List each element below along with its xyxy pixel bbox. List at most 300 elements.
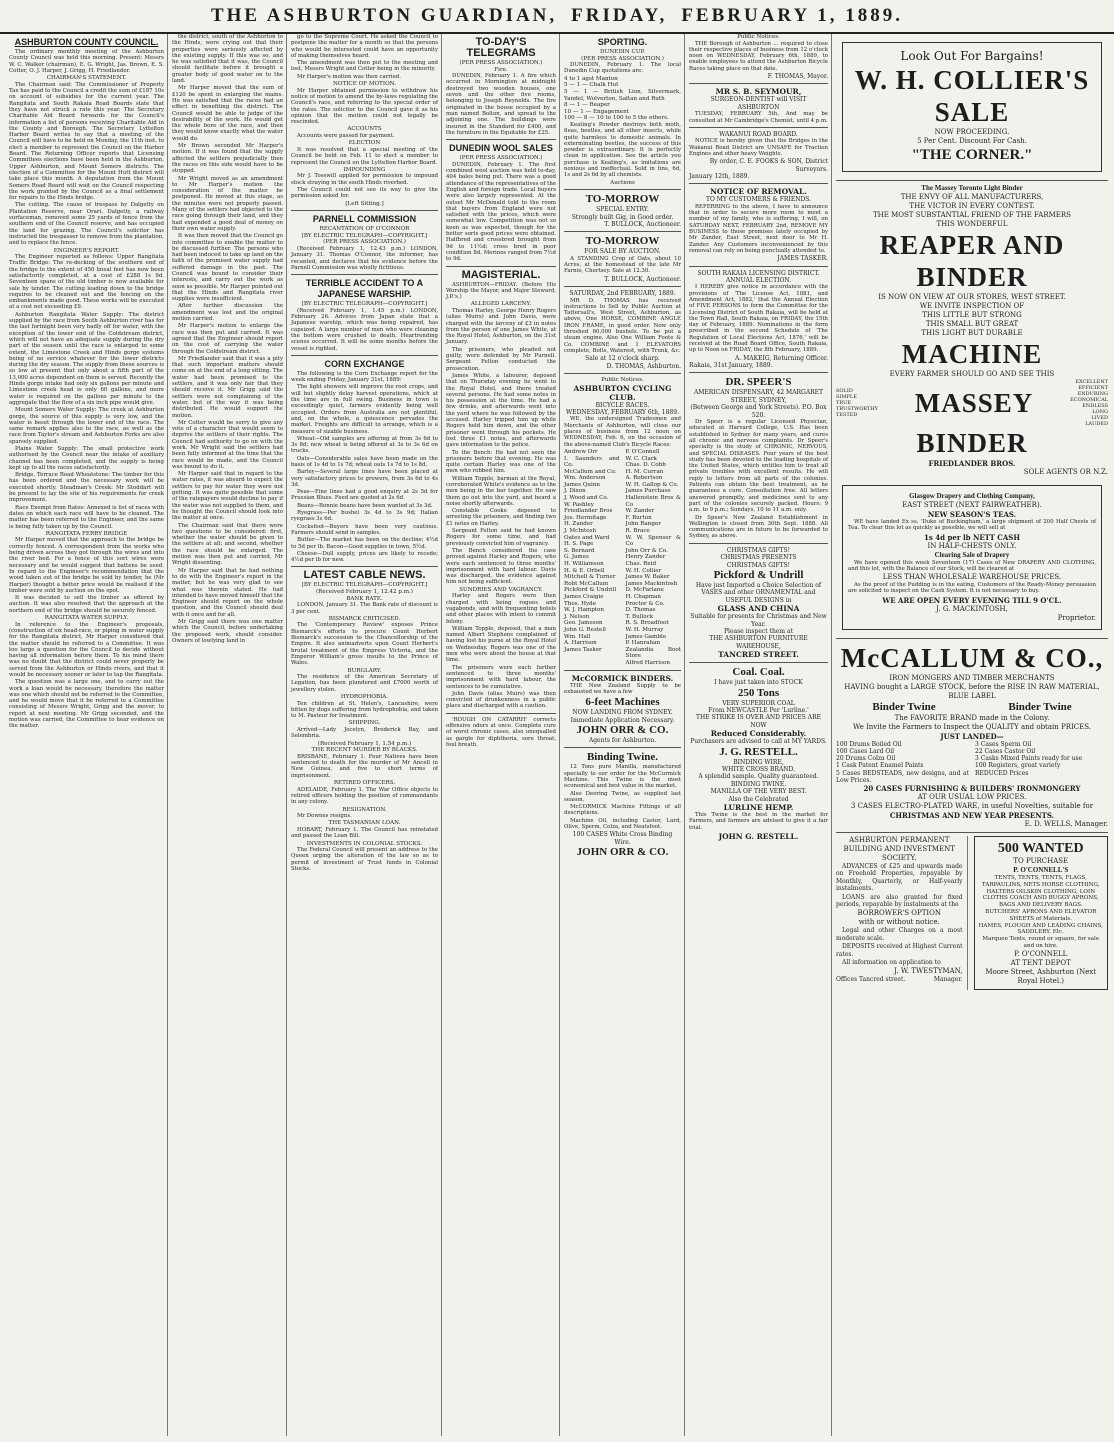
- ad-line: NOW PROCEEDING.: [934, 128, 1010, 136]
- ad-line: The FAVORITE BRAND made in the Colony.: [894, 713, 1050, 722]
- ad-paragraph: As the proof of the Pudding is in the eating, Customers of the Ready-Money persuasion are solicited to inspect on the Cash System. It is not necessary to buy.: [848, 582, 1096, 595]
- public-notices-label: Public Notices.: [601, 377, 644, 384]
- massey-word: LAUDED: [1085, 421, 1108, 427]
- ad-line: Reduced Considerably.: [710, 729, 807, 739]
- divider: [564, 747, 681, 748]
- massey-word: TRUE: [836, 400, 851, 406]
- tradesman-name: W. Zander: [625, 508, 655, 515]
- ad-line: WHITE CROSS BRAND.: [721, 766, 796, 774]
- ad-line: VERY SUPERIOR COAL: [722, 699, 795, 707]
- tradesman-name: A. Robertson: [625, 475, 663, 482]
- article-paragraph: Mr Brown seconded Mr Harper's motion. If it was found that the supply affected the settlers prejudicially then the races on this side would have to be stopped.: [172, 143, 283, 175]
- section-subheading: THE RECENT MURDER BY BLACKS.: [311, 747, 418, 754]
- article-paragraph: Beans—Bonnie beans have been wanted at 3s 3d.: [297, 502, 433, 509]
- advertisement-text: 'ROUGH ON CATARRH' corrects offensive odors at once. Complete cure of worst chronic cases, also unequalled as gargle for diphtheria, sore throat, foul breath.: [446, 716, 556, 748]
- section-subheading: SUNDRIES AND VAGRANCY.: [459, 586, 543, 593]
- article-paragraph: Mr Harper said that he had nothing to do with the Engineer's report in the matter, but he was very glad to see what was therein stated. He had intended to have moved himself that the Engineer should report on the whole question, and the Council should deal with it once and for all.: [172, 567, 283, 618]
- binder-twine-left: Binder Twine: [872, 700, 936, 713]
- tradesman-name: Oates and Ward: [564, 534, 610, 541]
- massey-word: SIMPLE: [836, 394, 857, 400]
- article-paragraph: The cutting. The cause of trespass by Dalgetty on Plantation Reserve, near Orari. Dalgetty, a railway surfaceman, removed some 25 yards of fence from the southern end of the Council reserve, and has occupied the land for grazing. The Council's solicitor has instructed the trespasser to remove from the plantation, and to replace the fence.: [9, 202, 164, 247]
- article-paragraph: The light showers will improve the root crops, and will but slightly delay harvest operations, which at the time are in full swing. Business in town is exceedingly quiet, farmers evidently being well occupied. Orders from Australia are not plentiful, and, on the whole, a quiescence pervades the market. Freights are difficult to arrange, which is a measure of sizable business.: [291, 384, 438, 435]
- massey-word: EFFICIENT: [1078, 385, 1108, 391]
- masthead: [0, 0, 1114, 34]
- article-paragraph: Mr J. Tosswill applied for permission to impound stock straying in the south Hinds riverbed.: [291, 173, 438, 186]
- notice-text: Dr Speer's New Zealand Establishment in Wellington is closed from 30th Sept. 1888. All communications are in future to be forwarded to Sydney, as above.: [689, 514, 828, 540]
- reaper-binder: REAPER AND BINDER: [879, 230, 1065, 292]
- section-subheading: RANGITATA WATER SUPPLY.: [44, 615, 129, 622]
- tradesman-name: James W. Baker: [625, 574, 670, 581]
- article-paragraph: Peas—Fine lines had a good enquiry at 2s 5d for Prussian Blues. Feed are quoted at 2s 6d.: [291, 489, 438, 502]
- ad-paragraph: LOANS are also granted for fixed periods, repayable by instalments at the: [836, 893, 963, 909]
- tradesman-name: W. C. Clark: [625, 455, 657, 462]
- article-paragraph: Mr Grigg said there was one matter which the Council, before undertaking the proposed work, should consider. Owners of lowlying land in: [172, 619, 283, 644]
- tradesman-name: James Tasker: [564, 646, 602, 653]
- article-paragraph: The question was a large one, and to carry out the work a loan would be necessary, therefore the matter was one which should not be referred to the Committee, and he would move that it be referred to a Committee consisting of Messrs Wright, Grigg and the mover, to report at next meeting. Mr Grigg seconded, and the motion was carried, the Committee to hear evidence on the matter.: [9, 679, 164, 730]
- ad-signature: J. G. MACKINTOSH,: [936, 604, 1008, 613]
- article-paragraph: Cocksfoot—Buyers have been very cautious. Farmers should send in samples.: [291, 523, 438, 536]
- article-paragraph: To the Bench: He had not seen the prisoners before that evening. He was quite certain Harley was one of the men who robbed him.: [446, 449, 556, 475]
- ad-line: LESS THAN WHOLESALE WAREHOUSE PRICES.: [882, 573, 1062, 582]
- received-time: (Received February 1, 1.54 p.m.): [317, 740, 412, 747]
- divider: [689, 183, 828, 184]
- tradesman-name: Chas. Reid: [625, 561, 657, 567]
- section-subheading: IMPOUNDING: [343, 166, 386, 173]
- article-paragraph: Bridge, Terrace Road Wheatstone: The timber for this has been ordered and the necessary work will be executed shortly. Steadman's Creek: Mr Stoddart will be present to lay the site of his requirements for creek improvement.: [9, 472, 164, 504]
- divider: [446, 139, 556, 140]
- wanted-heading: 500 WANTED: [997, 841, 1084, 856]
- section-subheading: HYDROPHOBIA.: [340, 693, 389, 700]
- tradesmen-column-right: [626, 449, 682, 667]
- telegraph-credit: [BY ELECTRIC TELEGRAPH—COPYRIGHT.]: [301, 582, 428, 589]
- restell-heading: J. G. RESTELL.: [719, 745, 798, 758]
- column-council-continued: [169, 34, 287, 1436]
- divider: [689, 266, 828, 267]
- article-paragraph: BRISBANE, February 1. Four Natives have been sentenced to death for the murder of Mr Ancell in New Guinea, and five to short terms of imprisonment.: [291, 753, 438, 779]
- article-paragraph: The prisoners, who pleaded not guilty, were defended by Mr Purnell. Sergeant Felton conducted the prosecution.: [446, 346, 556, 372]
- ad-line: THE ENVY OF ALL MANUFACTURERS,: [900, 193, 1044, 201]
- article-paragraph: Mr Cotter would be sorry to give any vote of a character that would seem to deprive the settlers of their rights. The Council had authority to go on with the work. Mr Wright said the settlers had been fully informed at the time that the race would be made, and the Council was bound to do it.: [172, 419, 283, 470]
- glasgow-drapery-ad: [842, 485, 1102, 630]
- ad-line: CHRISTMAS AND NEW YEAR PRESENTS.: [889, 811, 1055, 820]
- tradesman-name: Wm. Hall: [564, 633, 591, 640]
- column-telegrams: [443, 34, 560, 1436]
- article-paragraph: John Davis (alias Muirs) was then convicted of drunkenness in a public place and discharged with a caution.: [446, 690, 556, 710]
- press-credit: (PER PRESS ASSOCIATION.): [581, 55, 664, 62]
- article-paragraph: Mr Harper's motion to enlarge the race was then put and carried. It was agreed that the Engineer should report on the cost of carrying the water through the Coldstream district.: [172, 323, 283, 355]
- ad-line: WEDNESDAY, FEBRUARY 6th, 1889.: [566, 409, 679, 417]
- ad-line: SATURDAY, 2nd FEBRUARY, 1889.: [569, 290, 676, 298]
- tradesman-name: Andrew Orr: [564, 448, 598, 455]
- ad-line: Agents for Ashburton.: [588, 736, 657, 744]
- section-subheading: INVESTMENTS IN COLONIAL STOCKS.: [306, 840, 423, 847]
- notice-text: NOTICE is hereby given that the Bridges in the Wakanui Road District are UNSAFE for Traction Engines and other heavy Weights.: [689, 138, 828, 157]
- tradesman-name: McCallum and Co.: [564, 468, 617, 475]
- press-credit: (PER PRESS ASSOCIATION.): [459, 155, 543, 162]
- ad-line: NOW LANDING FROM SYDNEY.: [572, 709, 673, 717]
- the-corner: "THE CORNER.": [911, 147, 1033, 163]
- article-paragraph: Mr Downes resigns.: [297, 813, 352, 820]
- section-subheading: ENGINEER'S REPORT.: [53, 247, 120, 254]
- tradesman-name: W. H. Gallop & Co.: [625, 481, 679, 488]
- tradesman-name: R. S. Broadfoot: [625, 620, 669, 627]
- oconnell-ad: [974, 836, 1109, 990]
- massey-banner: [836, 379, 1108, 427]
- ad-line: Manager.: [933, 976, 963, 984]
- ad-paragraph: We have opened this week Seventeen (17) Cases of New DRAPERY AND CLOTHING, and this lot, with the Balance of our Stock, will be cleared at: [848, 559, 1096, 572]
- divider: [291, 355, 438, 356]
- ad-line: NEW SEASON'S TEAS.: [927, 510, 1017, 519]
- ad-line: Also the Celebrated: [728, 795, 789, 803]
- article-paragraph: The Bench considered the case proved against Harley and Rogers, who were each sentenced to three months' imprisonment with hard labour. Davis was discharged, the evidence against him not being sufficient.: [446, 547, 556, 586]
- tradesman-name: H. S. Page: [564, 541, 594, 548]
- ad-line: 1s 4d per lb NETT CASH: [924, 532, 1020, 542]
- massey-word: ENDURING: [1077, 391, 1108, 397]
- ad-signature: By order, C. E. FOOKS & SON, District Surveyors.: [709, 158, 828, 173]
- ad-line: From NEWCASTLE Per 'Lurline.': [708, 707, 809, 715]
- advertisement-text: Machine Oil, including Castor, Lard, Olive, Sperm, Colza, and Neatsfoot.: [564, 817, 681, 830]
- tradesman-name: James Gamble: [625, 633, 667, 640]
- ad-line: SOLE AGENTS OR N.Z.: [1023, 468, 1108, 476]
- christmas-line: CHRISTMAS PRESENTS: [720, 554, 797, 562]
- ad-line: 3 CASES ELECTRO-PLATED WARE, in useful Novelties, suitable for: [850, 802, 1094, 810]
- tradesman-name: I. Saunders and Co.: [564, 455, 620, 469]
- landed-item: 3 Cases Sperm Oil: [975, 740, 1032, 748]
- tradesman-name: H. Chapman: [625, 593, 661, 600]
- massey-words-right: [1070, 379, 1108, 427]
- parnell-heading: PARNELL COMMISSION: [312, 214, 417, 225]
- section-subheading: BURGLARY.: [347, 667, 382, 674]
- telegraph-credit: [BY ELECTRIC TELEGRAPH—COPYRIGHT.]: [301, 232, 428, 239]
- ad-signature: A. MAKEIG, Returning Officer.: [735, 354, 828, 362]
- coal-heading: Coal. Coal.: [732, 666, 785, 679]
- article-paragraph: (Received February 1, 12.43 p.m.) LONDON, January 31. Thomas O'Connor, the informer, has recanted, and declares that his evidence before the Parnell Commission was wholly fictitious.: [291, 245, 438, 271]
- article-paragraph: DUNEDIN, February 1. The local Dunedin Cup quotations are:: [564, 62, 681, 75]
- advertisement-text: THE New Zealand Supply to be exhausted we have a few: [564, 682, 681, 695]
- ad-signature: P. O'CONNELL: [1014, 949, 1068, 958]
- corn-exchange-heading: CORN EXCHANGE: [324, 358, 405, 369]
- article-paragraph: Cheese—Dull supply, prices are likely to recede; 4½d per lb for new.: [291, 550, 438, 564]
- ad-paragraph: DEPOSITS received at Highest Current rates.: [836, 943, 963, 958]
- ad-line: Please inspect them at: [724, 628, 793, 635]
- ad-line: Strongly built Gig, in Good order.: [571, 213, 674, 221]
- ad-line: THE VICTOR IN EVERY CONTEST.: [909, 202, 1035, 210]
- tradesman-name: R. Brace: [625, 528, 650, 535]
- article-paragraph: Oats—Considerable sales have been made on the basis of 1s 4d to 1s 7d; wheat oats 1s 7d to 1s 8d.: [291, 455, 438, 468]
- tradesman-name: P. O'Connell: [625, 448, 660, 455]
- article-paragraph: Mr Wright moved as an amendment to Mr Harper's motion the consideration of the matter be postponed. He moved at this stage, as the minutes were not properly passed. Many of the settlers had objected to the race going through their land, and they had expended a good deal of money on their own water supply.: [172, 175, 283, 232]
- massey-word: SOLID: [836, 388, 853, 394]
- tradesmen-list: [564, 449, 681, 667]
- article-paragraph: Sergeant Felton said he had known Rogers for some time, and had previously convicted him of vagrancy.: [446, 528, 556, 547]
- massey-word: ENDLESS: [1082, 403, 1108, 409]
- tradesman-name: W. W. Spenser & Co: [625, 534, 681, 548]
- licensing-heading: SOUTH RAKAIA LICENSING DISTRICT.: [697, 269, 820, 277]
- article-paragraph: The ordinary monthly meeting of the Ashburton County Council was held this morning. Present: Messrs W. C. Walker (chairman), E. G. Wright, Jas. Brown, E. S. Cotter, O. J. Harper, J. Grigg, H. Friedlander.: [9, 49, 164, 74]
- dr-speer-heading: DR. SPEER'S: [725, 376, 792, 389]
- ad-line: TO PURCHASE: [1013, 857, 1069, 865]
- landed-item: 100 Cases Lard Oil: [836, 747, 895, 755]
- tradesman-name: W. H. Murray: [625, 626, 664, 633]
- ad-line: BINDING WIRE,: [733, 758, 784, 766]
- ad-line: BICYCLE RACES.: [595, 401, 650, 409]
- tradesman-name: Pickford & Undrill: [564, 587, 617, 594]
- tradesman-name: A. Harrison: [564, 640, 597, 647]
- notice-text: TUESDAY, FEBRUARY 5th, And may be consulted at Mr Cambridge's Chemist, until 4 p.m.: [689, 111, 828, 124]
- just-landed-list: [836, 741, 1108, 784]
- divider: [564, 189, 681, 190]
- ad-line: THIS LIGHT BUT DURABLE: [921, 329, 1023, 337]
- masthead-date: FEBRUARY 1, 1889.: [681, 5, 903, 26]
- ad-line: BUTCHERS' APRONS AND ELEVATOR SHEETS of Materials.: [985, 908, 1097, 922]
- tradesman-name: H. & E. Orbell: [564, 567, 605, 574]
- article-paragraph: The Federal Council will present an address to the Queen urging the alteration of the law so as to permit of investment of Trust funds in Colonial Stocks.: [291, 847, 438, 873]
- article-paragraph: Race Exempt from Rates: Annexed is list of races with dates on which each race will have to be cleaned. The matter has been referred to the Engineer, and the same is being fully taken up by the Council.: [9, 504, 164, 530]
- collier-sale: W. H. COLLIER'S SALE: [854, 65, 1090, 127]
- building-society-ad: [836, 836, 968, 990]
- left-sitting: [Left Sitting.]: [345, 200, 384, 207]
- tradesman-name: Robt McCallum: [564, 580, 609, 587]
- tomorrow-heading: TO-MORROW: [585, 235, 660, 248]
- advertisement-text: Keating's Powder destroys both moth, fleas, beetles, and all other insects, while quite harmless to domestic animals. In exterminating beetles, the success of this powder is extraordinary. It is perfectly clean in application. See the article you purchase is Keating's, as imitations are noxious and ineffectual. Sold in tins, 6d, 1s and 2s 6d by all chemists.: [564, 121, 681, 179]
- ad-line: BINDING TWINE.: [730, 780, 787, 788]
- article-paragraph: William Topple, barman at the Royal, corroborated White's evidence as to the men being in the bar together. He saw them go out into the yard, and heard a noise shortly afterwards.: [446, 475, 556, 507]
- divider: [564, 670, 681, 671]
- tradesman-name: James Purchase: [625, 488, 671, 495]
- massey-word: TESTED: [836, 412, 858, 418]
- divider: [689, 662, 828, 663]
- article-paragraph: Ashburton Rangitata Water Supply: The district supplied by the race from South Ashburton river has for the last fortnight been very badly off for water, with the exception of the lower end of the Coldstream district, which will not have an adequate supply during the dry part of the season until the race is enlarged to some extent, the Limestone Creek and Hinds gorge systems being of no service whatever for the lower districts during the dry season. The supply from these sources is so low at present that only about a fifth part of the 13,000 acres dependent on them is served. Recently the Hinds gorge intake had only six gallons per minute and Limestone creek head is only 60 gallons, and more water is required on the gallons per minute to the aggregate that the flow of a six inch pipe would give.: [9, 311, 164, 406]
- tradesman-name: Chas. D. Cobb: [625, 462, 666, 469]
- divider: [564, 286, 681, 287]
- article-paragraph: Mr Harper moved that the approach to the bridge be correctly fenced. A correspondent from the works who being driven across they got through the wires and into the river bed. For a fence of this sort wires were necessary and he would suggest that battens be used. In regard to the Engineer's recommendation that the wood taken out of the bridge be sold by tender, he (Mr Harper) thought a better price would be realised if the timber were sold by auction on the spot.: [9, 537, 164, 594]
- john-orr-heading: JOHN ORR & CO.: [576, 723, 669, 736]
- article-paragraph: ASHBURTON—FRIDAY. (Before His Worship the Mayor, and Major Steward, J.P.'s.): [446, 281, 556, 301]
- divider: [689, 372, 828, 373]
- ad-date: January 12th, 1889.: [689, 173, 750, 180]
- advertisement-text: 12 Tons pure Manilla, manufactured specially to our order for the McCormick Machine. This Twine is the most economical and best value in the market.: [564, 764, 681, 790]
- ad-line: LURLINE HEMP.: [723, 803, 794, 813]
- ad-line: THIS LITTLE BUT STRONG: [922, 311, 1022, 319]
- tradesman-name: Thos. Hyde: [564, 600, 597, 607]
- article-paragraph: DUNEDIN, February 1. The first combined wool auction was held to-day, 404 bales being put. There was a good attendance of the representatives of the English and foreign trade. Local buyers were also largely represented. At the outset Mr McDonald told to the room that buyers from England were not satisfied with the prices, which were somewhat low. Competition was not so keen as was expected, though for the better sorts good prices were obtained. Halfbred and crossbred brought from 9d to 11½d; cross bred in poor condition 8d. Merinos ranged from 7½d to 9d.: [446, 161, 556, 263]
- tradesman-name: F. Burton: [625, 514, 652, 521]
- binder-word: BINDER: [916, 428, 1028, 458]
- ad-line: A splendid sample. Quality guaranteed.: [698, 773, 819, 781]
- ad-line: VASES and other ORNAMENTAL and: [701, 589, 816, 597]
- wool-sales-heading: DUNEDIN WOOL SALES: [449, 143, 553, 154]
- article-paragraph: go to the Supreme Court. He asked the Council to postpone the matter for a month so that the persons who would be interested could have an opportunity of making themselves heard.: [291, 34, 438, 59]
- column-county-council: [6, 34, 168, 1436]
- odds-line: 100 — 8 — 10 to 100 to 5 the others.: [564, 115, 669, 122]
- landed-item: 1 Cask Patent Enamel Paints: [836, 762, 924, 770]
- article-paragraph: Mr Friedlander said that it was a pity that such important matters should come on at the end of a long sitting. The water had been promised to the settlers, and it was only fair that they should receive it. Mr Grigg said the settlers were not complaining of the water, but of the way it was being distributed. He would support the motion.: [172, 355, 283, 419]
- tradesman-name: S. Bernard: [564, 547, 595, 554]
- advertisement-text: WE, the undersigned Tradesmen and Merchants of Ashburton, will close our places of business from 12 noon on WEDNESDAY, Feb. 6, on the occasion of the above-named Club's Bicycle Races:: [564, 416, 681, 448]
- landed-item: 100 Registers, great variety: [975, 762, 1061, 770]
- tradesman-name: D. McFarlane: [625, 587, 664, 594]
- tradesman-name: W. J. Hampton: [564, 607, 605, 614]
- section-subheading: THE TASMANIAN LOAN.: [328, 820, 401, 827]
- friedlander-signature: FRIEDLANDER BROS.: [928, 459, 1016, 468]
- notice-text: REFERRING to the above, I have to announce that in order to secure more room to meet a number of my family, who is suffering, I will, on SATURDAY NEXT, FEBRUARY 2nd, REMOVE MY BUSINESS to those premises lately occupied by Mr Zander, East Street, next door to Mr H. Zander. Any Customers inconvenienced by this removal can rely on being punctually attended to.: [689, 203, 828, 254]
- ad-line: with or without notice.: [858, 918, 940, 927]
- tradesman-name: John Ranger: [625, 521, 661, 528]
- tradesman-name: P. Hanrahan: [625, 640, 661, 647]
- article-paragraph: The Engineer reported as follows: Upper Rangitata Traffic Bridge: The re-decking of the southern end of the bridge to the extent of 450 lineal feet has now been satisfactorily completed, at a cost of £288 1s 9d. Seventeen spans of the old timber is now available for sale by tender. The cutting leading down to the bridge requires to be cleaned out and the fencing on the embankments made good. These works will be executed at a cost not exceeding £9.: [9, 254, 164, 311]
- tradesman-name: Friedlander Bros: [564, 508, 613, 515]
- divider: [836, 180, 1108, 181]
- tradesman-name: G. James: [564, 554, 589, 561]
- christmas-line: CHRISTMAS GIFTS!: [726, 546, 791, 554]
- article-paragraph: the district, south of the Ashburton to the Hinds, were crying out that their properties were seriously affected by the existing supply. If this was so, and he was satisfied that it was, the Council should facilitate before it brought a greater body of good water on to the land.: [172, 34, 283, 85]
- column-public-notices: [686, 34, 832, 1436]
- ad-line: BORROWER'S OPTION: [857, 909, 942, 918]
- article-paragraph: Arrived—Lady Jocelyn, Broderick Bay, and Selembria.: [291, 727, 438, 740]
- column-news: [288, 34, 442, 1436]
- advertisement-text: MR D. THOMAS has received instructions to Sell by Public Auction at Tattersall's, West Street, Ashburton, as above, One HORSE, COMBINE ANGLE IRON FRAME, in good order. Now only threshed 60,000 bushels. To be put a steam engine. Also One William Foote & Co. COMBINE and 1 ELEVATORS complete, Bolts, Waterest, with Trunk, &c.: [564, 297, 681, 354]
- landed-item: 5 Cases BEDSTEADS, new designs, and at Low Prices.: [836, 769, 969, 784]
- ad-signature: T. BULLOCK, Auctioneer.: [604, 275, 681, 283]
- ad-line: THIS WONDERFUL: [936, 220, 1008, 228]
- sporting-heading: SPORTING.: [597, 37, 648, 47]
- tradesman-name: W. Pashley: [564, 501, 594, 508]
- section-subheading: RANGITATA FERRY BRIDGE: [45, 530, 128, 537]
- ad-line: TO MY CUSTOMERS & FRIENDS.: [705, 196, 812, 204]
- section-subheading: ELECTION: [348, 140, 381, 147]
- ad-line: GLASS AND CHINA: [717, 604, 800, 614]
- article-paragraph: William Topple, deposed, that a man named Albert Stephens complained of having lost his purse at the Royal Hotel on Wednesday. Rogers was one of the men who were about the house at that time.: [446, 625, 556, 664]
- section-subheading: ALLEGED LARCENY.: [470, 301, 532, 308]
- ad-line: Have just Imported a Choice Selection of: [695, 581, 822, 589]
- article-paragraph: Mr Harper obtained permission to withdraw his notice of motion to amend the by-laws regulating the Council's race, and referring to the special order of the rates. The solicitor to the Council gave it as his opinion that the motion could not legally be rescinded.: [291, 87, 438, 126]
- notice-text: Dr Speer is a regular Licensed Physician, educated at Harvard College, U.S. Has been established in Sydney for many years, and cures all chronic and nervous complaints. Dr Speer's specialty is the study of CHRONIC, NERVOUS, and SPECIAL DISEASES. Four years of the best study has been devoted to the leading hospitals of the United States, which entitles him to treat all private troubles with excellent results. He will reply to letters from all parts of the colonies. Patients can obtain the best treatment, as he guarantees a cure. Consultation free. All letters answered promptly, and medicines sent to any part of the colonies securely packed. Hours: 9 a.m. to 9 p.m.; Sundays, 10 to 11 a.m. only.: [689, 419, 828, 514]
- article-paragraph: Constable Cooke deposed to arresting the prisoners, and finding two £1 notes on Harley.: [446, 508, 556, 527]
- tomorrow-heading: TO-MORROW: [585, 193, 660, 206]
- divider: [564, 231, 681, 232]
- clearing-sale: Clearing Sale of Drapery: [934, 550, 1010, 559]
- ad-line: WE INVITE INSPECTION OF: [919, 302, 1025, 310]
- tradesman-name: Geo. Jameson: [564, 620, 603, 627]
- ad-line: THIS SMALL BUT GREAT: [925, 320, 1019, 328]
- pickford-heading: Pickford & Undrill: [713, 568, 804, 581]
- article-paragraph: The following is the Corn Exchange report for the week ending Friday, January 31st, 1889:: [291, 370, 438, 384]
- divider: [446, 266, 556, 267]
- section-subheading: BISMARCK CRITICISED.: [328, 615, 401, 622]
- massey-word: LIVED: [1091, 415, 1108, 421]
- article-paragraph: The prisoners were each further sentenced to three months' imprisonment with hard labour, the sentences to be cumulative.: [446, 664, 556, 690]
- ad-date: Rakaia, 31st January, 1889.: [689, 362, 773, 370]
- removal-heading: NOTICE OF REMOVAL.: [710, 187, 807, 197]
- article-paragraph: The amendment was then put to the meeting and lost, Messrs Wright and Cotter being in the minority.: [291, 60, 438, 73]
- tradesman-name: James Quinn: [564, 481, 601, 488]
- tradesman-name: W. H. Collier: [625, 567, 662, 574]
- ad-line: THE MOST SUBSTANTIAL FRIEND OF THE FARMERS: [873, 211, 1071, 219]
- ad-line: SURGEON-DENTIST will VISIT ASHBURTON: [710, 96, 807, 111]
- tradesman-name: James Craigie: [564, 593, 604, 600]
- notice-text: THE Borough of Ashburton ... required to close their respective places of business from 12 o'clock noon on WEDNESDAY, February 6th, 1889, to enable employees to attend the Ashburton Bicycle Races taking place on that date.: [689, 40, 828, 72]
- ad-line: SPECIAL ENTRY.: [596, 206, 649, 214]
- massey-word: MASSEY: [914, 388, 1034, 418]
- magisterial-heading: MAGISTERIAL.: [461, 268, 541, 281]
- divider: [291, 210, 438, 211]
- article-paragraph: The residence of the American Secretary of Legation, has been plundered and £7000 worth of jewellery stolen.: [291, 674, 438, 693]
- article-paragraph: The Chairman said: The Commissioner of Property Tax has paid to the Council a credit the sum of £187 10s on account of subsidies for the current year. The Rangitata and South Rakaia Road Boards state that they have not struck a rate this year. The Secretary Charitable Aid Board forwards for the Council's information a list of persons receiving Charitable Aid in the County and Borough. The Secretary Lyttelton Harbor Board writes to say that a meeting of the Council will have to be held on Monday, the 11th inst. to elect a member to represent the Council on the Harbor Board. The Returning Officer reports that Licensing Committees elections have been held in the Ashburton, Upper Ashburton, and Mount Somers districts. The election of a Committee for the Mount Hutt district will take place this month. A deputation from the Mount Somers Road Board will wait on the Council respecting the work granted by the Council as a final settlement for repairs to the Hinds bridge.: [9, 81, 164, 202]
- ad-line: Moore Street, Ashburton (Next Royal Hotel.): [985, 967, 1097, 985]
- odds-line: 4 to 1 agst Manton: [564, 75, 618, 82]
- dentist-heading: MR S. B. SEYMOUR,: [715, 87, 802, 97]
- binding-twine-heading: Binding Twine.: [586, 751, 659, 764]
- tradesman-name: John Orr & Co.: [625, 547, 668, 554]
- article-paragraph: Ten children at St. Helen's, Lancashire, were bitten by dogs suffering from hydrophobia, and taken to M. Pasteur for treatment.: [291, 700, 438, 720]
- article-paragraph: Butter—The market has been on the decline; 4½d to 5d per lb. Bacon—Good supplies in town, 5½d.: [291, 537, 438, 550]
- christmas-line: CHRISTMAS GIFTS!: [726, 561, 791, 569]
- ad-signature: E. D. WELLS, Manager.: [1024, 820, 1108, 828]
- ad-line: Purchasers are advised to call at MY YARDS.: [690, 738, 827, 746]
- collier-ad: [842, 42, 1102, 172]
- ad-line: THE STRIKE IS OVER AND PRICES ARE NOW: [695, 714, 822, 729]
- ad-line: Offices Tancred street.: [836, 976, 906, 984]
- landed-item: 3 Casks Mixed Paints ready for use: [975, 755, 1083, 763]
- ad-signature: D. THOMAS, Ashburton.: [606, 362, 681, 370]
- ad-line: 100 CASES White Cross Binding Wire.: [572, 831, 673, 846]
- article-paragraph: (Received February 1, 1.45 p.m.) LONDON, February 26. Advices from Japan state that a Japanese warship, which was being repaired, has capsized. A large number of men who were cleaning the bottom were crushed to death. Heartrending scenes occurred. It will be some months before the vessel is righted.: [291, 307, 438, 352]
- article-paragraph: The 'Contemporary Review' exposes Prince Bismarck's efforts to procure Count Herbert Bismarck's succession to the Chancellorship of the Empire. It also animadverts upon Count Herbert's brutal treatment of the Empress Victoria, and the Emperor William's gross insults to the Prince of Wales.: [291, 622, 438, 667]
- notice-text: This Twine is the best in the market for Farmers, and farmers are advised to give it a fair trial.: [689, 812, 828, 831]
- ad-line: 20 CASES FURNISHING & BUILDERS' IRONMONGERY: [863, 784, 1081, 793]
- building-society-heading: ASHBURTON PERMANENT BUILDING AND INVESTMENT SOCIETY.: [843, 836, 955, 862]
- article-paragraph: Mr Harper's motion was then carried.: [297, 73, 401, 80]
- masthead-day: FRIDAY,: [571, 5, 668, 26]
- auctions-label: Auctions: [610, 179, 635, 186]
- landed-item: 22 Cases Castor Oil: [975, 747, 1036, 755]
- machines-heading: 6-feet Machines: [585, 696, 660, 709]
- divider: [446, 713, 556, 714]
- tradesmen-column-left: [564, 449, 620, 667]
- tradesman-name: Jos. Hermitage: [564, 514, 607, 521]
- ad-paragraph: ADVANCES of £25 and upwards made on Freehold Properties, repayable by Monthly, Quarterly, or Half-yearly instalments.: [836, 863, 963, 893]
- ad-line: AMERICAN DISPENSARY, 42 MARGARET STREET, SYDNEY,: [693, 389, 824, 404]
- article-paragraph: James White, a labourer, deposed that on Thursday evening he went to the Royal Hotel, and there treated several persons. He had some notes in his possession at the time. He had a few drinks, and afterwards went into the yard where he was followed by the accused. Harley tripped him up while Rogers held him down, and the other prisoner went through his pockets. He lost three £1 notes, and afterwards gave information to the police.: [446, 372, 556, 449]
- ad-signature: T. BULLOCK, Auctioneer.: [604, 221, 681, 229]
- article-paragraph: After further discussion the amendment was lost and the original motion carried.: [172, 303, 283, 323]
- japanese-warship-heading: TERRIBLE ACCIDENT TO A JAPANESE WARSHIP.: [305, 278, 424, 300]
- masthead-title: THE ASHBURTON GUARDIAN,: [210, 5, 558, 26]
- divider: [689, 127, 828, 128]
- tradesman-name: J. Wood and Co.: [564, 495, 609, 502]
- tradesman-name: H. Zander: [564, 521, 593, 528]
- article-paragraph: ADELAIDE, February 1. The War Office objects to retired officers holding the position of commandants in any colony.: [291, 786, 438, 806]
- massey-words-left: [836, 388, 878, 418]
- mccormick-heading: McCORMICK BINDERS.: [571, 673, 674, 683]
- landed-item: 20 Drums Colza Oil: [836, 755, 896, 763]
- county-council-heading: ASHBURTON COUNTY COUNCIL.: [14, 37, 159, 47]
- landed-column-right: [975, 741, 1108, 784]
- massey-word: LONG: [1092, 409, 1108, 415]
- ad-line: JUST LANDED—: [940, 731, 1004, 741]
- press-credit: (PER PRESS ASSOCIATION.): [459, 60, 543, 66]
- tradesman-name: James Mackintosh: [625, 580, 678, 587]
- ad-signature: F. THOMAS, Mayor.: [767, 73, 828, 81]
- column-sporting-auctions: [561, 34, 685, 1436]
- divider: [291, 274, 438, 275]
- tradesman-name: Mitchell & Turner: [564, 574, 616, 581]
- section-subheading: RESIGNATION.: [342, 806, 387, 813]
- press-credit: (PER PRESS ASSOCIATION.): [323, 239, 406, 246]
- ad-line: Marquee Tents, round or square, for sale and on hire.: [982, 936, 1100, 949]
- ad-line: AT TENT DEPOT: [1010, 958, 1071, 967]
- machine-word: MACHINE: [901, 339, 1043, 369]
